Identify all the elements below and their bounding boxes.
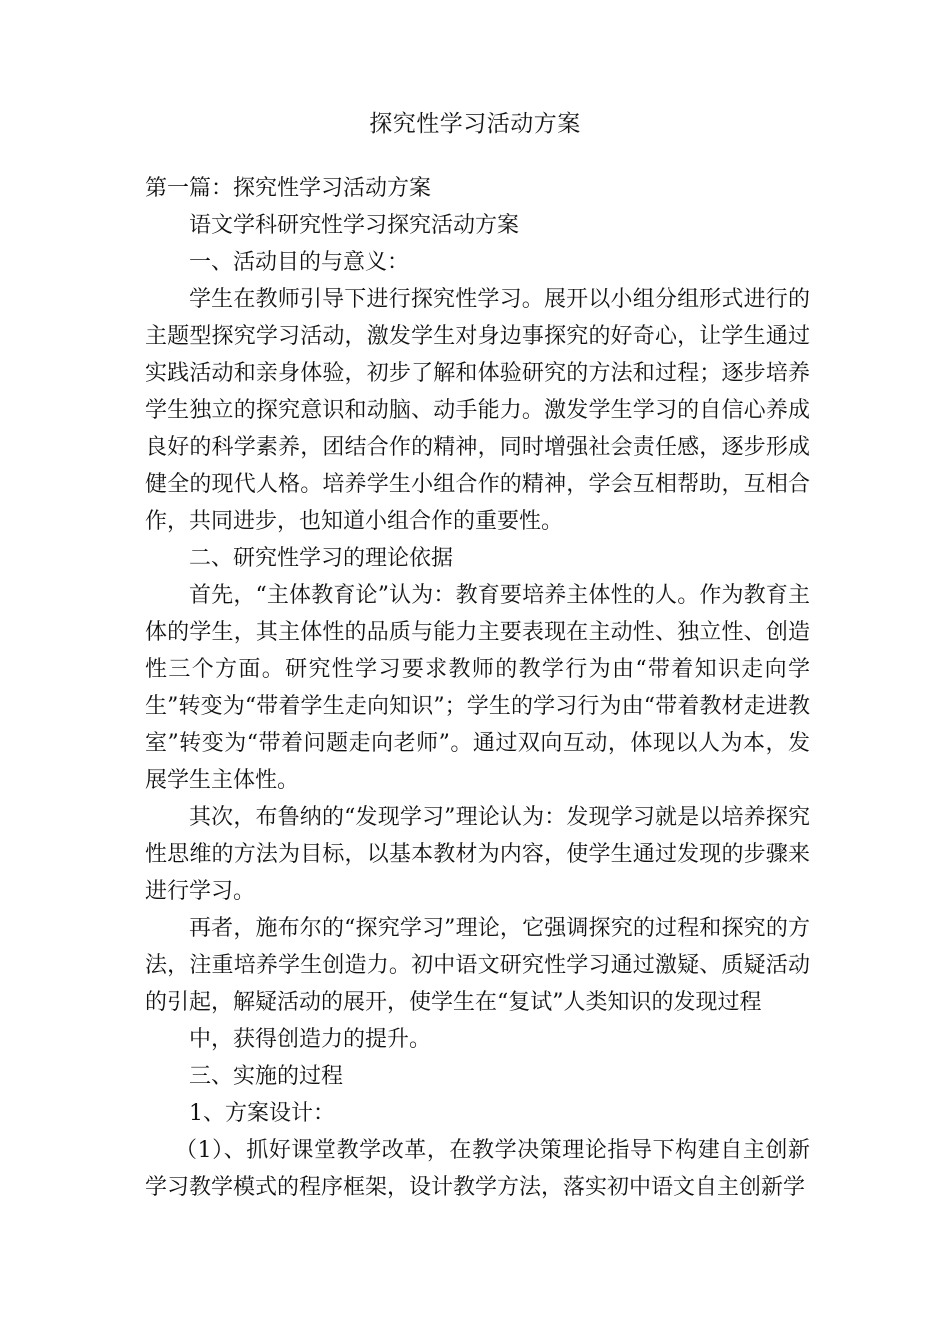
- paragraph-purpose: 学生在教师引导下进行探究性学习。展开以小组分组形式进行的主题型探究学习活动，激发学生对身边事探究的好奇心，让学生通过实践活动和亲身体验，初步了解和体验研究的方法和过程；逐步培养学生独立的探究意识和动脑、动手能力。激发学生学习的自信心养成良好的科学素养，团结合作的精神，同时增强社会责任感，逐步形成健全的现代人格。培养学生小组合作的精神，学会互相帮助，互相合作，共同进步，也知道小组合作的重要性。: [145, 287, 810, 534]
- heading-theory: 二、研究性学习的理论依据: [189, 546, 454, 571]
- subtitle: 语文学科研究性学习探究活动方案: [189, 213, 520, 238]
- paragraph-theory-second: 其次，布鲁纳的“发现学习”理论认为：发现学习就是以培养探究性思维的方法为目标，以基本教材为内容，使学生通过发现的步骤来进行学习。: [145, 805, 810, 904]
- heading-plan-design: 1、方案设计：: [189, 1101, 335, 1126]
- heading-purpose: 一、活动目的与意义：: [189, 250, 410, 275]
- paragraph-theory-third-cont: 中，获得创造力的提升。: [189, 1027, 432, 1052]
- paragraph-theory-first: 首先，“主体教育论”认为：教育要培养主体性的人。作为教育主体的学生，其主体性的品质与能力主要表现在主动性、独立性、创造性三个方面。研究性学习要求教师的教学行为由“带着知识走向学生”转变为“带着学生走向知识”；学生的学习行为由“带着教材走进教室”转变为“带着问题走向老师”。通过双向互动，体现以人为本，发展学生主体性。: [145, 583, 810, 793]
- heading-implementation: 三、实施的过程: [189, 1064, 344, 1089]
- paragraph-theory-third: 再者，施布尔的“探究学习”理论，它强调探究的过程和探究的方法，注重培养学生创造力。初中语文研究性学习通过激疑、质疑活动的引起，解疑活动的展开，使学生在“复试”人类知识的发现过程: [145, 916, 810, 1015]
- paragraph-plan-item-1: （1）、抓好课堂教学改革，在教学决策理论指导下构建自主创新学习教学模式的程序框架，设计教学方法，落实初中语文自主创新学: [145, 1138, 810, 1200]
- document-body: [145, 170, 810, 1206]
- section-heading: 第一篇：探究性学习活动方案: [145, 176, 432, 201]
- document-title: 探究性学习活动方案: [369, 111, 581, 137]
